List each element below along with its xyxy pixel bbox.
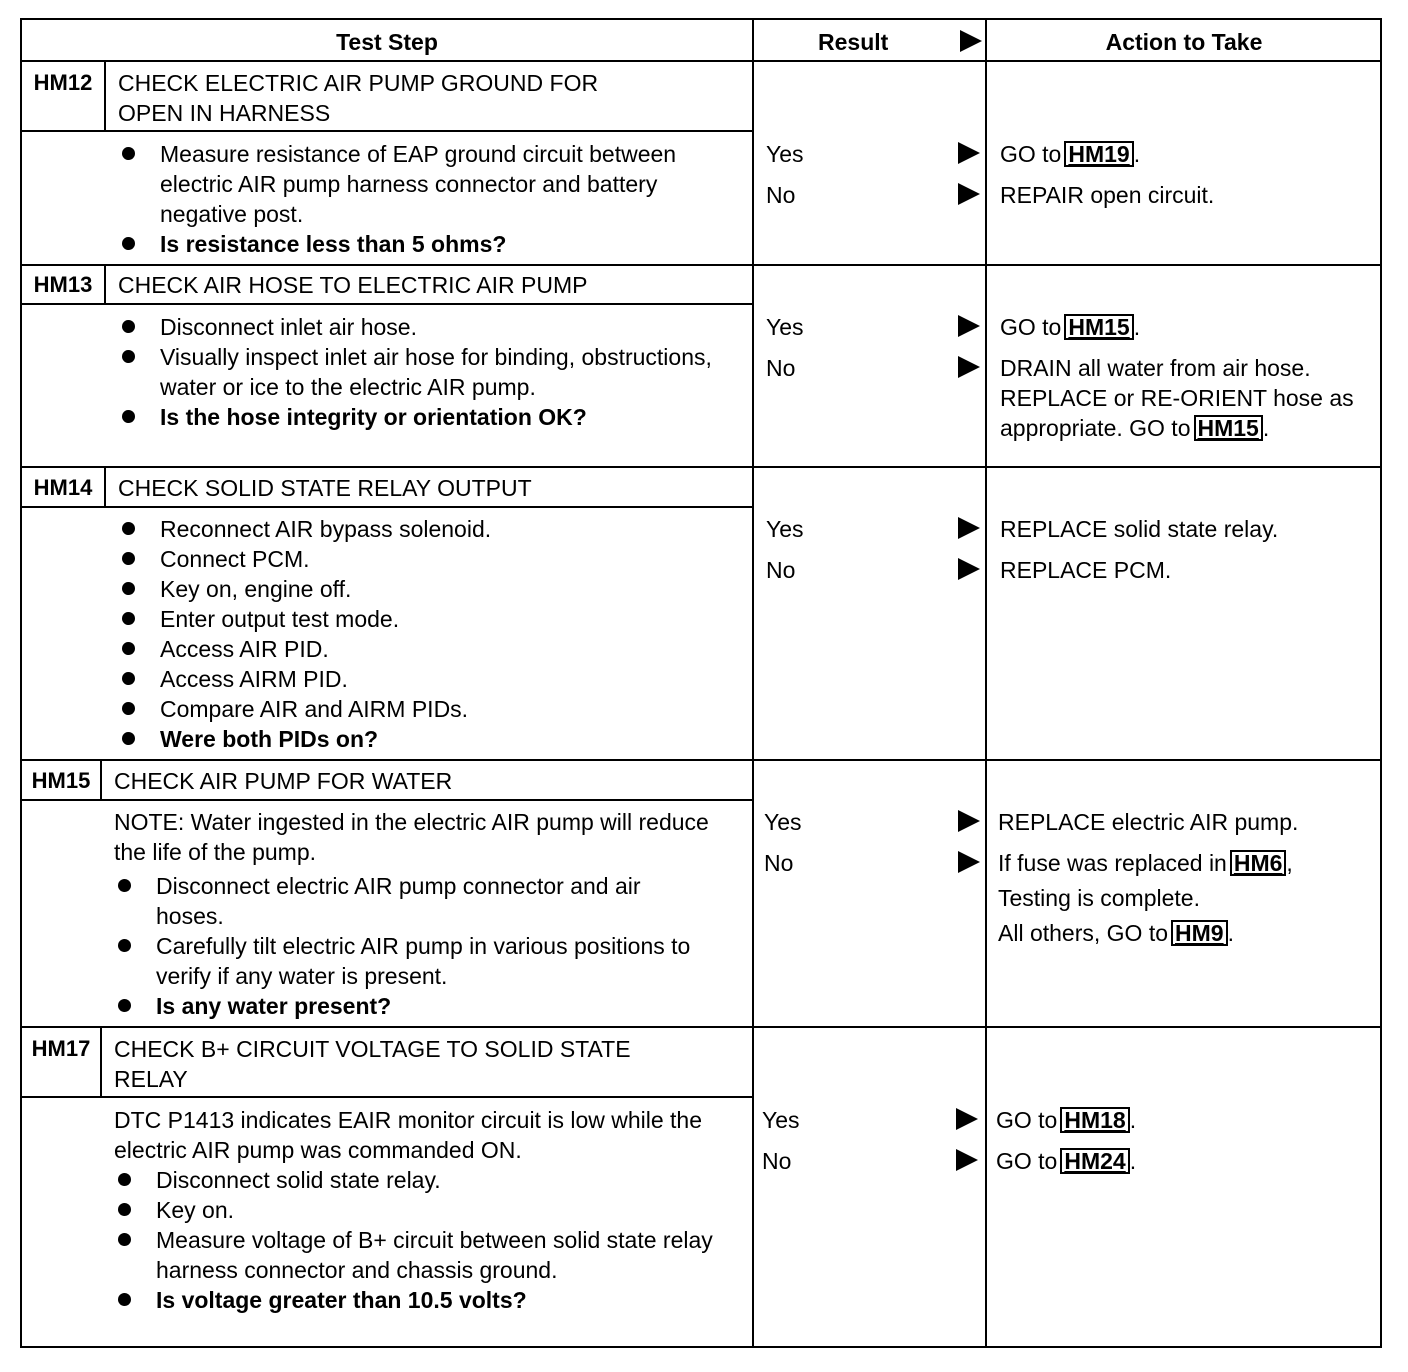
list-item: Is resistance less than 5 ohms? xyxy=(118,229,738,259)
step-reference-link[interactable]: HM19 xyxy=(1064,141,1133,167)
result-yes: Yes xyxy=(766,516,804,542)
id-divider xyxy=(100,759,102,799)
step-reference-link[interactable]: HM9 xyxy=(1171,920,1228,946)
title-divider xyxy=(22,799,752,801)
step-title: CHECK SOLID STATE RELAY OUTPUT xyxy=(118,475,532,501)
action-yes: GO to HM18 . xyxy=(996,1107,1137,1133)
result-no: No xyxy=(766,557,796,583)
arrow-icon xyxy=(958,810,980,832)
arrow-icon xyxy=(958,142,980,164)
step-body xyxy=(118,139,738,259)
step-title: CHECK AIR HOSE TO ELECTRIC AIR PUMP xyxy=(118,272,588,298)
header-arrow-icon xyxy=(960,30,982,52)
list-item: Is voltage greater than 10.5 volts? xyxy=(114,1285,724,1315)
step-title: CHECK B+ CIRCUIT VOLTAGE TO SOLID STATE RELAY xyxy=(114,1036,631,1092)
action-no: DRAIN all water from air hose. REPLACE or RE-ORIENT hose as appropriate. GO to HM15 . xyxy=(1000,355,1354,441)
step-reference-link[interactable]: HM24 xyxy=(1060,1148,1129,1174)
row-divider xyxy=(22,759,1380,761)
result-no: No xyxy=(766,182,796,208)
header-test-step: Test Step xyxy=(336,29,438,55)
action-no: GO to HM24 . xyxy=(996,1148,1137,1174)
step-title: CHECK ELECTRIC AIR PUMP GROUND FOR OPEN IN HARNESS xyxy=(118,70,599,126)
note-text: DTC P1413 indicates EAIR monitor circuit is low while the electric AIR pump was commanded ON. xyxy=(114,1107,703,1163)
list-item: Disconnect solid state relay. xyxy=(114,1165,724,1195)
step-id: HM12 xyxy=(33,70,93,95)
step-reference-link[interactable]: HM15 xyxy=(1194,415,1263,441)
step-body xyxy=(118,514,738,754)
list-item: Compare AIR and AIRM PIDs. xyxy=(118,694,738,724)
arrow-icon xyxy=(958,315,980,337)
list-item: Measure resistance of EAP ground circuit between electric AIR pump harness connector and battery negative post. xyxy=(118,139,738,229)
step-reference-link[interactable]: HM6 xyxy=(1230,850,1287,876)
id-divider xyxy=(100,1026,102,1098)
title-divider xyxy=(22,506,752,508)
diagnostic-table xyxy=(20,18,1382,1348)
list-item: Key on. xyxy=(114,1195,724,1225)
result-no: No xyxy=(762,1148,792,1174)
step-body xyxy=(114,807,714,1021)
action-yes: REPLACE electric AIR pump. xyxy=(998,809,1299,835)
action-no: REPAIR open circuit. xyxy=(1000,182,1215,208)
list-item: Reconnect AIR bypass solenoid. xyxy=(118,514,738,544)
action-yes: REPLACE solid state relay. xyxy=(1000,516,1279,542)
step-title: CHECK AIR PUMP FOR WATER xyxy=(114,768,453,794)
column-divider xyxy=(985,20,987,1346)
arrow-icon xyxy=(958,517,980,539)
step-id: HM17 xyxy=(31,1036,91,1061)
step-body xyxy=(118,312,738,432)
step-reference-link[interactable]: HM18 xyxy=(1060,1107,1129,1133)
arrow-icon xyxy=(956,1108,978,1130)
list-item: Were both PIDs on? xyxy=(118,724,738,754)
header-action: Action to Take xyxy=(1105,29,1263,55)
list-item: Key on, engine off. xyxy=(118,574,738,604)
step-body xyxy=(114,1105,724,1315)
action-no: REPLACE PCM. xyxy=(1000,557,1172,583)
list-item: Is any water present? xyxy=(114,991,714,1021)
row-divider xyxy=(22,264,1380,266)
title-divider xyxy=(22,1096,752,1098)
list-item: Disconnect electric AIR pump connector and air hoses. xyxy=(114,871,714,931)
result-yes: Yes xyxy=(766,314,804,340)
note-text: NOTE: Water ingested in the electric AIR pump will reduce the life of the pump. xyxy=(114,809,709,865)
arrow-icon xyxy=(958,558,980,580)
id-divider xyxy=(104,264,106,304)
result-yes: Yes xyxy=(764,809,802,835)
title-divider xyxy=(22,130,752,132)
action-yes: GO to HM19 . xyxy=(1000,141,1141,167)
result-yes: Yes xyxy=(766,141,804,167)
list-item: Visually inspect inlet air hose for binding, obstructions, water or ice to the electric AIR pump. xyxy=(118,342,738,402)
id-divider xyxy=(104,466,106,506)
column-divider xyxy=(752,20,754,1346)
list-item: Carefully tilt electric AIR pump in various positions to verify if any water is present. xyxy=(114,931,714,991)
list-item: Disconnect inlet air hose. xyxy=(118,312,738,342)
list-item: Access AIR PID. xyxy=(118,634,738,664)
row-divider xyxy=(22,1026,1380,1028)
list-item: Enter output test mode. xyxy=(118,604,738,634)
step-id: HM14 xyxy=(33,475,93,500)
action-yes: GO to HM15 . xyxy=(1000,314,1141,340)
list-item: Is the hose integrity or orientation OK? xyxy=(118,402,738,432)
row-divider xyxy=(22,60,1380,62)
result-yes: Yes xyxy=(762,1107,800,1133)
action-no: If fuse was replaced in HM6 , Testing is complete. All others, GO to HM9 . xyxy=(998,850,1293,946)
list-item: Connect PCM. xyxy=(118,544,738,574)
title-divider xyxy=(22,303,752,305)
id-divider xyxy=(104,60,106,132)
list-item: Access AIRM PID. xyxy=(118,664,738,694)
header-result: Result xyxy=(818,29,889,55)
arrow-icon xyxy=(956,1149,978,1171)
arrow-icon xyxy=(958,183,980,205)
list-item: Measure voltage of B+ circuit between solid state relay harness connector and chassis ground. xyxy=(114,1225,724,1285)
step-id: HM15 xyxy=(31,768,91,793)
row-divider xyxy=(22,466,1380,468)
arrow-icon xyxy=(958,356,980,378)
step-id: HM13 xyxy=(33,272,93,297)
arrow-icon xyxy=(958,851,980,873)
step-reference-link[interactable]: HM15 xyxy=(1064,314,1133,340)
result-no: No xyxy=(766,355,796,381)
result-no: No xyxy=(764,850,794,876)
